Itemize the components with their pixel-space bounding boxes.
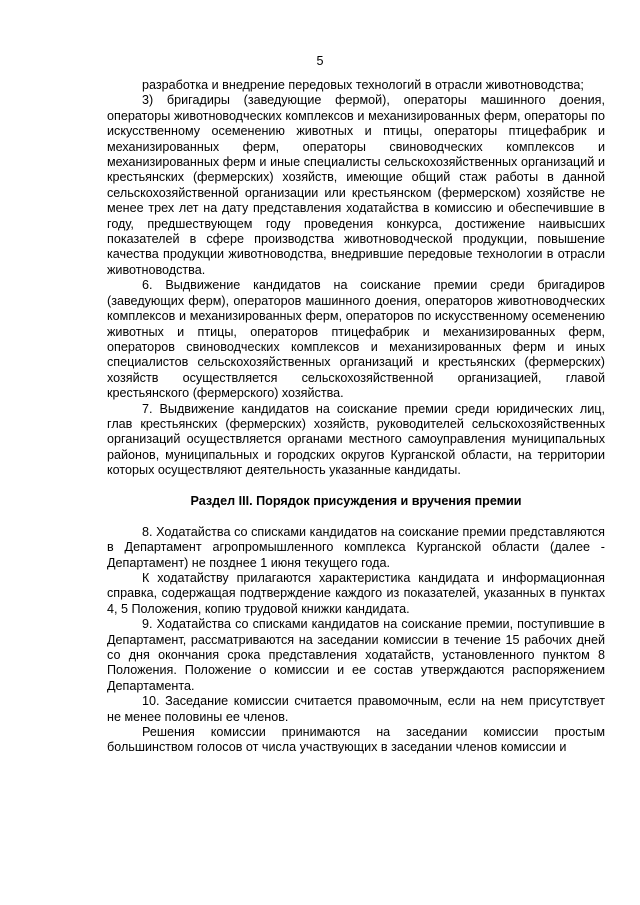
paragraph: Решения комиссии принимаются на заседании комиссии простым большинством голосов от числа участвующих в заседании членов комиссии и [107, 725, 605, 755]
paragraph-spacer [107, 509, 605, 524]
paragraph: 8. Ходатайства со списками кандидатов на соискание премии представляются в Департамент агропромышленного комплекса Курганской области (далее - Департамент) не позднее 1 июня текущего года. [107, 524, 605, 570]
paragraph: 9. Ходатайства со списками кандидатов на соискание премии, поступившие в Департамент, рассматриваются на заседании комиссии в течение 15 рабочих дней со дня окончания срока представления ходатайств, установленного пунктом 8 Положения. Положение о комиссии и ее состав утверждаются распоряжением Департамента. [107, 617, 605, 693]
paragraph-spacer [107, 479, 605, 494]
paragraph: 10. Заседание комиссии считается правомочным, если на нем присутствует не менее половины ее членов. [107, 694, 605, 724]
document-body [107, 78, 605, 756]
section-heading: Раздел III. Порядок присуждения и вручения премии [190, 493, 522, 508]
paragraph: 6. Выдвижение кандидатов на соискание премии среди бригадиров (заведующих ферм), операторов машинного доения, операторов животноводческих комплексов и механизированных ферм, операторов по искусственному осеменению животных и птицы, операторов птицефабрик и механизированных ферм, операторов свиноводческих комплексов и механизированных ферм и иных специалистов сельскохозяйственных организаций и крестьянских (фермерских) хозяйств осуществляется сельскохозяйственной организацией, главой крестьянского (фермерского) хозяйства. [107, 278, 605, 401]
paragraph: 3) бригадиры (заведующие фермой), операторы машинного доения, операторы животноводческих комплексов и механизированных ферм, операторы по искусственному осеменению животных и птицы, операторы птицефабрик и механизированных ферм, операторы свиноводческих комплексов и механизированных ферм и иные специалисты сельскохозяйственных организаций и крестьянских (фермерских) хозяйств, имеющие общий стаж работы в данной сельскохозяйственной организации или крестьянском (фермерском) хозяйстве не менее трех лет на дату представления ходатайства в комиссию и обеспечившие в году, предшествующем году проведения конкурса, достижение наивысших показателей в сфере производства животноводческой продукции, повышение качества продукции животноводства, внедрившие передовые технологии в отрасли животноводства. [107, 93, 605, 277]
paragraph: разработка и внедрение передовых технологий в отрасли животноводства; [142, 78, 584, 92]
paragraph: 7. Выдвижение кандидатов на соискание премии среди юридических лиц, глав крестьянских (фермерских) хозяйств, руководителей сельскохозяйственных организаций осуществляется органами местного самоуправления муниципальных районов, муниципальных и городских округов Курганской области, на территории которых осуществляют деятельность указанные кандидаты. [107, 401, 605, 478]
paragraph: К ходатайству прилагаются характеристика кандидата и информационная справка, содержащая подтверждение каждого из показателей, указанных в пунктах 4, 5 Положения, копию трудовой книжки кандидата. [107, 570, 605, 616]
page-number: 5 [316, 54, 324, 68]
